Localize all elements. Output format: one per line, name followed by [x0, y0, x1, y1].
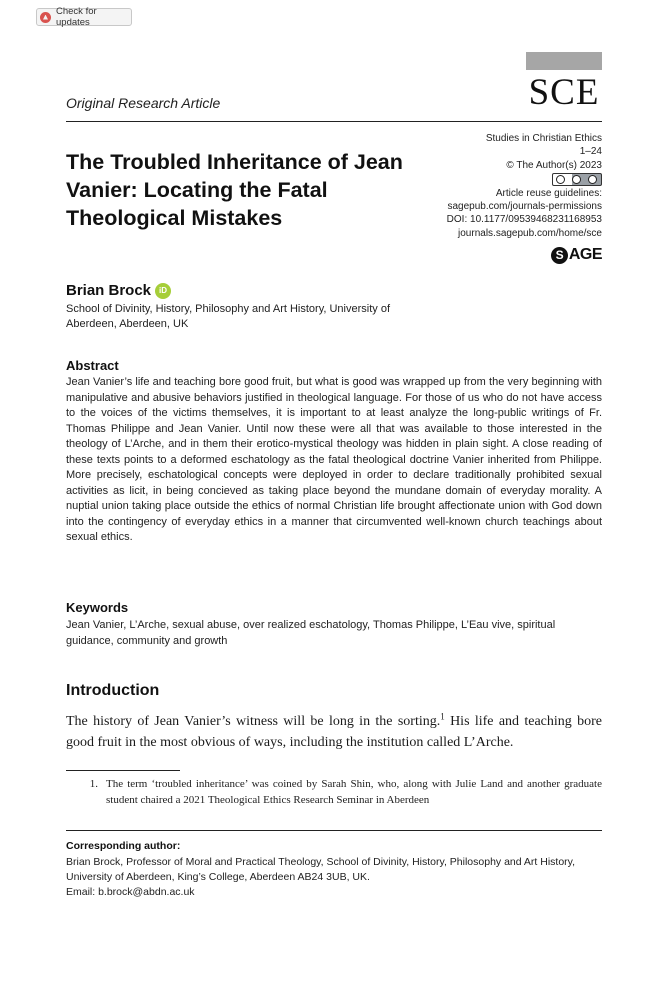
keywords-text: Jean Vanier, L’Arche, sexual abuse, over realized eschatology, Thomas Philippe, L’Eau vive, spiritual guidance, community and growth: [66, 619, 556, 647]
keywords-heading: Keywords: [66, 600, 129, 615]
footnote: [66, 776, 602, 808]
cc-by-nc-icon: [552, 173, 602, 186]
corresponding-heading: Corresponding author:: [66, 840, 181, 852]
article-title: The Troubled Inheritance of Jean Vanier: Locating the Fatal Theological Mistakes: [66, 150, 403, 230]
check-for-updates-label: Check for updates: [56, 6, 97, 28]
introduction-text: [66, 711, 602, 753]
journal-name: Studies in Christian Ethics: [485, 133, 602, 144]
doi[interactable]: DOI: 10.1177/09539468231168953: [446, 214, 602, 226]
corresponding-email[interactable]: Email: b.brock@abdn.ac.uk: [66, 886, 195, 898]
journal-logo-bar: [526, 52, 602, 70]
article-type: Original Research Article: [66, 95, 221, 111]
corresponding-divider: [66, 830, 602, 831]
header-divider: [66, 121, 602, 122]
check-for-updates-button[interactable]: [36, 8, 132, 26]
author-affiliation: School of Divinity, History, Philosophy and Art History, University of Aberdeen, Aberdeen, UK: [66, 303, 391, 330]
update-icon: [40, 12, 51, 23]
cc-license-badge: [392, 172, 602, 187]
reuse-label: Article reuse guidelines:: [495, 187, 602, 199]
cc-icon: [556, 175, 565, 184]
journal-info: [392, 132, 602, 240]
intro-text-before: The history of Jean Vanier’s witness will be long in the sorting.: [66, 714, 441, 729]
corresponding-address: Brian Brock, Professor of Moral and Practical Theology, School of Divinity, History, Philosophy and Art History, University of Aberdeen, King’s College, Aberdeen AB24 3UB, UK.: [66, 856, 576, 883]
abstract-text: Jean Vanier’s life and teaching bore good fruit, but what is good was wrapped up from the very beginning with manipulative and abusive behaviors justified in theological language. For those of us who do not have access to the voices of the victims themselves, it is important to at least analyze the long-public writings of Fr. Thomas Philippe and Jean Vanier. Until now these were all that was available to those interested in the theology of L’Arche, and in them their erotico-mystical theology was hidden in plain sight. A close reading of these texts points to a deformed eschatology as the fatal theological doctrine Vanier inherited from Philippe. More precisely, eschatological concepts were deployed in order to declare traditionally prohibited sexual activities as licit, in being concieved as taking place beyond the mundane domain of everyday morality. A nuptial union taking place outside the ethics of normal Christian life brought affectionate union with God down into the contingency of everyday ethics in a manner that circumvented well-known church teachings about sexual ethics.: [66, 376, 602, 543]
journal-logo: SCE: [528, 72, 600, 113]
by-icon: [572, 175, 581, 184]
orcid-icon[interactable]: iD: [155, 283, 171, 299]
abstract-heading: Abstract: [66, 358, 119, 373]
author-name: Brian Brock: [66, 282, 152, 299]
page-range: 1–24: [579, 146, 602, 158]
reuse-link[interactable]: sagepub.com/journals-permissions: [447, 201, 602, 213]
footnote-ref[interactable]: 1: [440, 711, 445, 722]
footnote-number: 1.: [89, 778, 98, 790]
journal-url[interactable]: journals.sagepub.com/home/sce: [458, 227, 602, 239]
footnote-text: The term ‘troubled inheritance’ was coined by Sarah Shin, who, along with Julie Land and another graduate student chaired a 2021 Theological Ethics Research Seminar in Aberdeen: [106, 778, 602, 806]
copyright: © The Author(s) 2023: [506, 159, 602, 171]
sage-logo: [551, 246, 602, 264]
corresponding-details: [66, 855, 602, 900]
sage-s-icon: S: [551, 247, 568, 264]
introduction-heading: Introduction: [66, 682, 160, 699]
sage-logo-text: AGE: [568, 246, 602, 263]
author-name-line: [66, 282, 171, 299]
nc-icon: [588, 175, 597, 184]
footnote-divider: [66, 770, 180, 771]
intro-text-after: His life and teaching bore good fruit in the most obvious of ways, including the institution called L’Arche.: [66, 714, 602, 750]
